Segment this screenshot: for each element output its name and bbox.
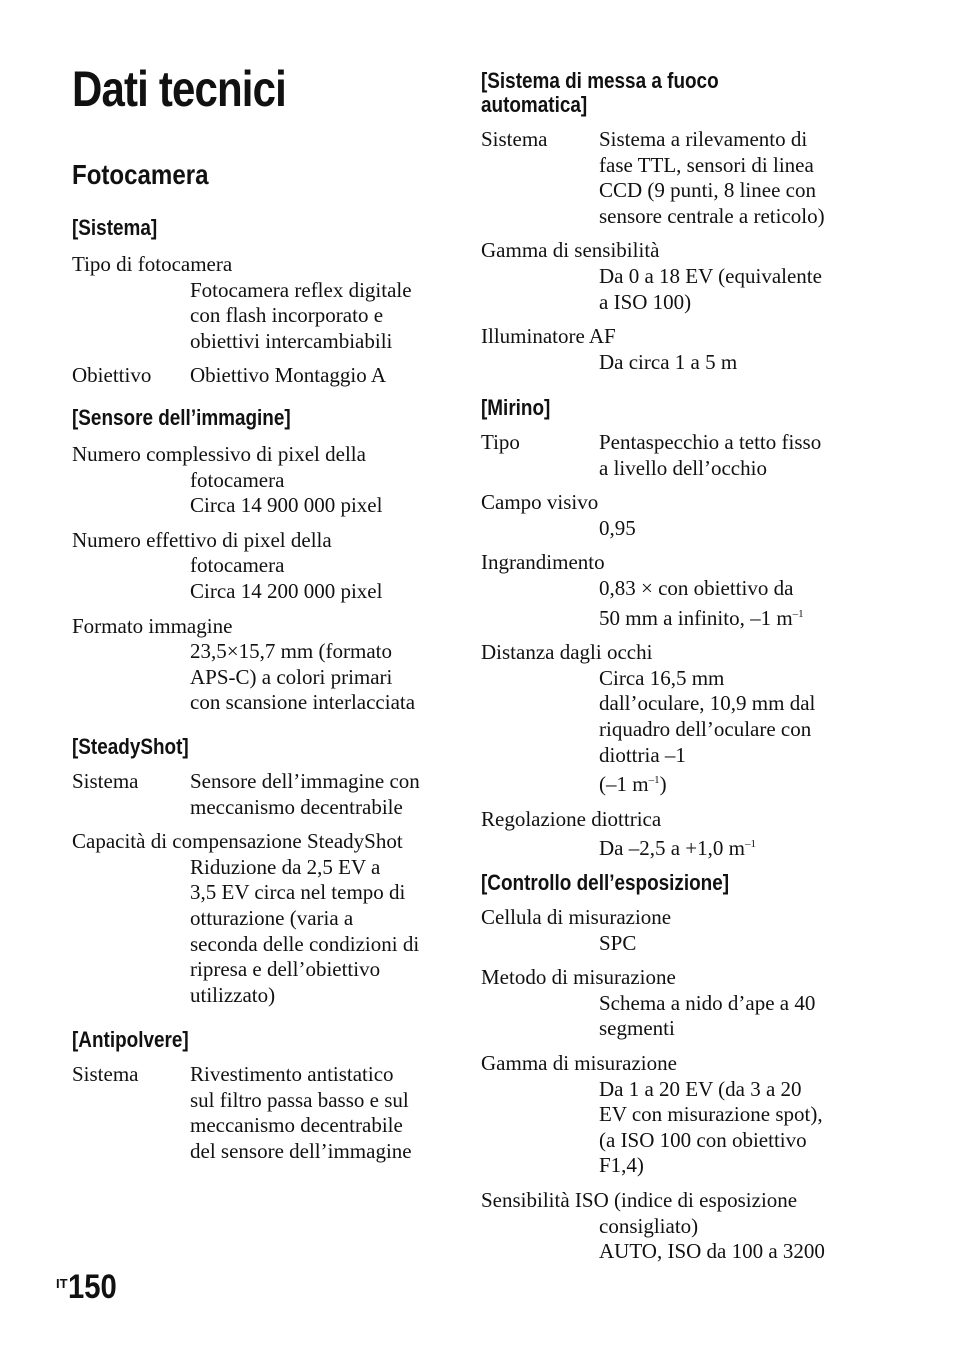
spec-value: Da circa 1 a 5 m bbox=[599, 349, 738, 374]
value-line: diottria –1 bbox=[599, 742, 686, 767]
value-line: sensore centrale a reticolo) bbox=[599, 203, 825, 228]
spec-illuminatore bbox=[481, 324, 861, 375]
group-heading: [Sistema di messa a fuoco bbox=[481, 68, 719, 93]
value-line: a ISO 100) bbox=[599, 289, 692, 314]
spec-label: Tipo di fotocamera bbox=[72, 252, 233, 276]
value-line: segmenti bbox=[599, 1016, 675, 1041]
value-line: a livello dell’occhio bbox=[599, 455, 767, 480]
spec-label: Obiettivo bbox=[72, 363, 152, 388]
spec-value bbox=[190, 1062, 452, 1164]
superscript: –1 bbox=[648, 774, 660, 787]
value-line: EV con misurazione spot), bbox=[599, 1102, 823, 1127]
group-heading: automatica] bbox=[481, 92, 588, 117]
value-line: APS-C) a colori primari bbox=[190, 664, 393, 689]
spec-value bbox=[481, 991, 861, 1042]
spec-value bbox=[481, 832, 861, 862]
spec-gamma bbox=[481, 1051, 861, 1179]
group-heading: [Mirino] bbox=[481, 395, 551, 420]
spec-label: Gamma di sensibilità bbox=[481, 238, 660, 263]
spec-value bbox=[72, 468, 452, 519]
spec-value bbox=[190, 769, 452, 820]
spec-value bbox=[481, 666, 861, 798]
spec-value: SPC bbox=[599, 930, 637, 955]
superscript: –1 bbox=[792, 607, 804, 620]
value-line: con scansione interlacciata bbox=[190, 690, 416, 715]
spec-value bbox=[72, 855, 452, 1009]
spec-formato bbox=[72, 614, 452, 716]
spec-capacita bbox=[72, 829, 452, 1008]
value-line: Da 0 a 18 EV (equivalente bbox=[599, 263, 822, 288]
page-title: Dati tecnici bbox=[72, 61, 286, 117]
spec-tipo bbox=[72, 252, 452, 354]
value-line: Pentaspecchio a tetto fisso bbox=[599, 430, 822, 454]
value-line: consigliato) bbox=[599, 1213, 699, 1238]
value-line: fotocamera bbox=[190, 467, 285, 492]
spec-label: Cellula di misurazione bbox=[481, 905, 672, 929]
value-line: Riduzione da 2,5 EV a bbox=[190, 854, 381, 879]
group-steadyshot bbox=[72, 735, 452, 1008]
value-line: sul filtro passa basso e sul bbox=[190, 1087, 409, 1112]
value-line bbox=[599, 602, 861, 632]
spec-label: Sistema bbox=[481, 127, 548, 151]
group-heading: [Sistema] bbox=[72, 215, 158, 240]
spec-sistema bbox=[72, 769, 452, 820]
spec-iso bbox=[481, 1188, 861, 1265]
spec-ingrandimento bbox=[481, 550, 861, 631]
spec-label: Regolazione diottrica bbox=[481, 806, 662, 831]
value-line: 0,83 × con obiettivo da bbox=[599, 575, 794, 600]
spec-distanza bbox=[481, 640, 861, 798]
spec-value bbox=[481, 1214, 861, 1265]
value-line: Rivestimento antistatico bbox=[190, 1062, 394, 1086]
spec-label: Metodo di misurazione bbox=[481, 965, 676, 990]
close-paren: ) bbox=[659, 772, 667, 797]
group-esposizione bbox=[481, 871, 861, 1265]
value-line: con flash incorporato e bbox=[190, 303, 384, 328]
value-line: ripresa e dell’obiettivo bbox=[190, 957, 381, 982]
spec-label: Sistema bbox=[72, 1062, 139, 1086]
section-title: Fotocamera bbox=[72, 159, 209, 190]
spec-value bbox=[72, 278, 452, 355]
group-heading: [SteadyShot] bbox=[72, 734, 189, 759]
spec-label: Numero complessivo di pixel della bbox=[72, 442, 366, 466]
value-line: Da 1 a 20 EV (da 3 a 20 bbox=[599, 1076, 802, 1101]
spec-label: Formato immagine bbox=[72, 613, 233, 638]
spec-label: Tipo bbox=[481, 430, 520, 454]
spec-value bbox=[72, 639, 452, 716]
value-line: Circa 14 900 000 pixel bbox=[190, 493, 383, 518]
spec-value: Obiettivo Montaggio A bbox=[190, 363, 386, 388]
value-text: Da –2,5 a +1,0 m bbox=[599, 836, 745, 861]
spec-campo bbox=[481, 490, 861, 541]
group-heading: [Sensore dell’immagine] bbox=[72, 405, 291, 430]
value-line: seconda delle condizioni di bbox=[190, 931, 420, 956]
value-line: riquadro dell’oculare con bbox=[599, 716, 812, 741]
group-af bbox=[481, 69, 861, 375]
spec-label: Distanza dagli occhi bbox=[481, 640, 653, 665]
spec-value bbox=[72, 553, 452, 604]
value-line: dall’oculare, 10,9 mm dal bbox=[599, 691, 816, 716]
value-line: AUTO, ISO da 100 a 3200 bbox=[599, 1239, 825, 1264]
spec-label: Ingrandimento bbox=[481, 550, 605, 575]
spec-obiettivo bbox=[72, 363, 452, 389]
spec-effettivo bbox=[72, 528, 452, 605]
value-line: Circa 16,5 mm bbox=[599, 665, 725, 690]
value-line: fase TTL, sensori di linea bbox=[599, 152, 814, 177]
value-line: meccanismo decentrabile bbox=[190, 794, 403, 819]
group-sistema bbox=[72, 216, 452, 389]
spec-value bbox=[481, 264, 861, 315]
value-line: 23,5×15,7 mm (formato bbox=[190, 639, 392, 664]
spec-value bbox=[481, 1077, 861, 1179]
value-line: Schema a nido d’ape a 40 bbox=[599, 990, 816, 1015]
group-mirino bbox=[481, 396, 861, 862]
group-antipolvere bbox=[72, 1028, 452, 1164]
spec-tipo bbox=[481, 430, 861, 481]
page-footer bbox=[56, 1268, 124, 1307]
spec-value: 0,95 bbox=[599, 515, 636, 540]
page-number: 150 bbox=[67, 1268, 117, 1306]
spec-label: Sensibilità ISO (indice di esposizione bbox=[481, 1187, 798, 1212]
spec-value bbox=[481, 576, 861, 631]
spec-gamma bbox=[481, 238, 861, 315]
value-line: Circa 14 200 000 pixel bbox=[190, 578, 383, 603]
group-sensore bbox=[72, 406, 452, 716]
spec-sistema bbox=[72, 1062, 452, 1164]
spec-sistema bbox=[481, 127, 861, 229]
value-line: Sensore dell’immagine con bbox=[190, 769, 420, 793]
spec-label: Sistema bbox=[72, 769, 139, 793]
spec-label: Illuminatore AF bbox=[481, 324, 616, 349]
value-line: meccanismo decentrabile bbox=[190, 1113, 403, 1138]
value-line: Fotocamera reflex digitale bbox=[190, 277, 412, 302]
spec-complessivo bbox=[72, 442, 452, 519]
spec-label: Capacità di compensazione SteadyShot bbox=[72, 829, 403, 854]
language-tag: IT bbox=[56, 1276, 68, 1291]
group-heading: [Antipolvere] bbox=[72, 1027, 189, 1052]
value-line: fotocamera bbox=[190, 553, 285, 578]
spec-label: Gamma di misurazione bbox=[481, 1050, 677, 1075]
spec-value bbox=[599, 127, 861, 229]
value-line: otturazione (varia a bbox=[190, 905, 354, 930]
spec-cellula bbox=[481, 905, 861, 956]
value-text: (–1 m bbox=[599, 772, 649, 797]
value-line bbox=[599, 768, 861, 798]
value-line: Sistema a rilevamento di bbox=[599, 127, 808, 151]
value-line: obiettivi intercambiabili bbox=[190, 328, 393, 353]
value-line: del sensore dell’immagine bbox=[190, 1138, 412, 1163]
value-line: utilizzato) bbox=[190, 982, 276, 1007]
spec-value bbox=[599, 430, 861, 481]
spec-metodo bbox=[481, 965, 861, 1042]
value-line: 3,5 EV circa nel tempo di bbox=[190, 880, 406, 905]
spec-label: Numero effettivo di pixel della bbox=[72, 527, 332, 552]
value-text: 50 mm a infinito, –1 m bbox=[599, 605, 793, 630]
spec-label: Campo visivo bbox=[481, 490, 599, 515]
superscript: –1 bbox=[745, 838, 756, 851]
spec-regolazione bbox=[481, 807, 861, 862]
group-heading: [Controllo dell’esposizione] bbox=[481, 870, 730, 895]
value-line: CCD (9 punti, 8 linee con bbox=[599, 178, 816, 203]
value-line: (a ISO 100 con obiettivo bbox=[599, 1127, 807, 1152]
value-line: F1,4) bbox=[599, 1153, 644, 1178]
